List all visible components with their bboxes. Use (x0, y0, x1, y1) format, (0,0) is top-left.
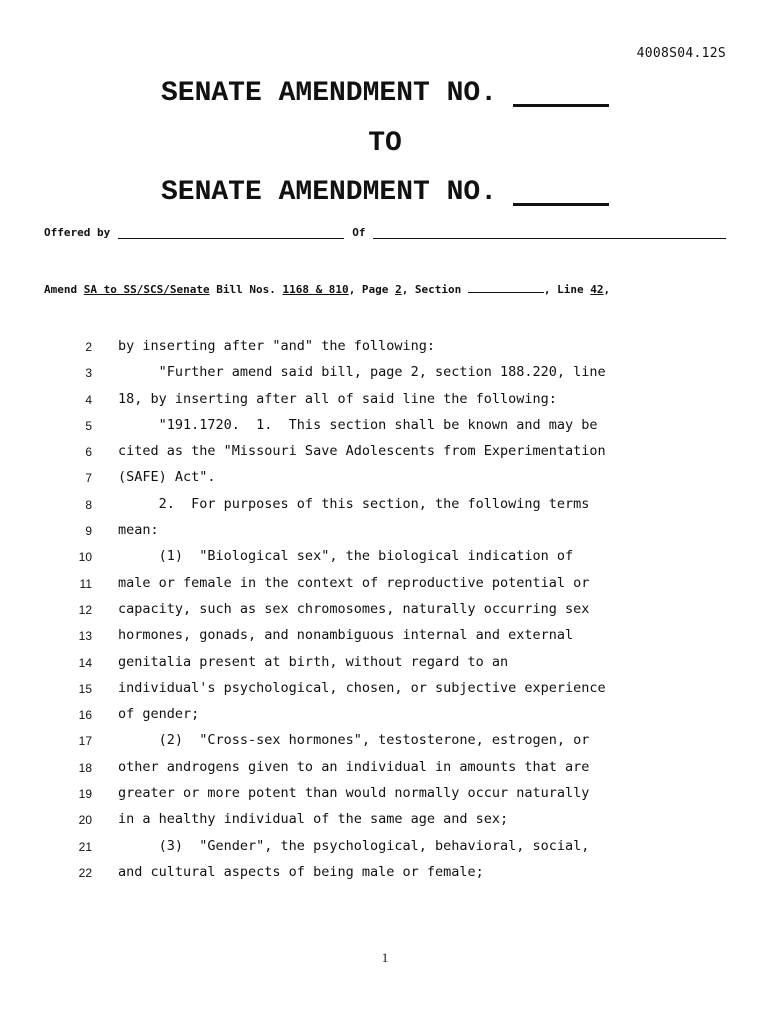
line-text: (2) "Cross-sex hormones", testosterone, estrogen, or (118, 732, 590, 749)
line-text: mean: (118, 522, 159, 539)
amendment-number-blank (513, 78, 609, 107)
line-number: 17 (78, 734, 92, 749)
text-line (0, 807, 770, 833)
line-value: 42 (590, 283, 604, 296)
amendment-number-blank (513, 177, 609, 206)
title-to: TO (368, 128, 402, 159)
text-line (0, 571, 770, 597)
text-line (0, 465, 770, 491)
section-label: , Section (401, 283, 462, 296)
of-label: Of (352, 226, 366, 239)
line-text: cited as the "Missouri Save Adolescents from Experimentation (118, 443, 606, 460)
line-text: 2. For purposes of this section, the following terms (118, 495, 590, 512)
title-senate-amendment-2 (0, 177, 770, 209)
offered-by-label: Offered by (44, 226, 111, 239)
text-line (0, 413, 770, 439)
amend-target: SA to SS/SCS/Senate (83, 283, 210, 296)
line-number: 13 (78, 629, 92, 644)
title-text: SENATE AMENDMENT NO. (160, 177, 498, 208)
text-line (0, 518, 770, 544)
text-line (0, 360, 770, 386)
line-number: 11 (79, 576, 92, 591)
amend-trail: , (603, 283, 611, 296)
line-text: of gender; (118, 706, 200, 723)
title-text: SENATE AMENDMENT NO. (160, 78, 498, 109)
text-line (0, 334, 770, 360)
line-text: other androgens given to an individual in amounts that are (118, 758, 590, 775)
text-line (0, 650, 770, 676)
line-label: , Line (543, 283, 584, 296)
text-line (0, 387, 770, 413)
line-number: 18 (78, 760, 92, 775)
bill-label: Bill Nos. (216, 283, 276, 296)
text-line (0, 492, 770, 518)
title-senate-amendment (0, 78, 770, 110)
line-text: individual's psychological, chosen, or subjective experience (118, 679, 606, 696)
amend-label: Amend (44, 283, 78, 296)
page-value: 2 (395, 283, 402, 296)
line-text: and cultural aspects of being male or female; (118, 863, 484, 880)
line-number: 2 (85, 340, 92, 354)
line-number: 9 (85, 524, 92, 539)
text-line (0, 860, 770, 886)
line-text: male or female in the context of reproductive potential or (118, 574, 590, 591)
line-number: 14 (78, 655, 92, 670)
text-line (0, 544, 770, 570)
page-label: , Page (348, 283, 389, 296)
line-text: hormones, gonads, and nonambiguous internal and external (118, 627, 574, 644)
section-blank (468, 282, 544, 293)
text-line (0, 676, 770, 702)
text-line (0, 623, 770, 649)
line-text: "Further amend said bill, page 2, section 188.220, line (118, 364, 606, 381)
line-text: "191.1720. 1. This section shall be known and may be (118, 416, 598, 433)
line-number: 21 (78, 839, 92, 854)
line-number: 12 (78, 602, 92, 617)
line-text: (SAFE) Act". (118, 469, 216, 486)
text-line (0, 597, 770, 623)
offered-by-blank (118, 226, 344, 239)
amend-instruction-row (44, 282, 734, 296)
text-line (0, 834, 770, 860)
text-line (0, 702, 770, 728)
line-number: 6 (85, 445, 92, 460)
line-number: 8 (85, 497, 92, 512)
line-text: in a healthy individual of the same age and sex; (118, 811, 509, 828)
line-number: 15 (78, 681, 92, 696)
text-line (0, 728, 770, 754)
text-line (0, 781, 770, 807)
offered-by-row (44, 226, 726, 239)
line-text: (1) "Biological sex", the biological indication of (118, 548, 574, 565)
line-number: 19 (78, 787, 92, 802)
line-number: 10 (78, 550, 92, 565)
of-blank (373, 226, 726, 239)
amendment-body (0, 334, 770, 886)
line-text: 18, by inserting after all of said line the following: (118, 390, 557, 407)
document-id: 4008S04.12S (636, 46, 726, 61)
line-number: 22 (78, 865, 92, 880)
line-text: greater or more potent than would normally occur naturally (118, 785, 590, 802)
line-number: 3 (85, 366, 92, 381)
line-text: (3) "Gender", the psychological, behavioral, social, (118, 837, 590, 854)
line-text: by inserting after "and" the following: (118, 338, 435, 354)
line-text: genitalia present at birth, without regard to an (118, 653, 509, 670)
line-number: 7 (85, 471, 92, 486)
line-number: 5 (85, 418, 92, 433)
line-number: 20 (78, 813, 92, 828)
bill-numbers: 1168 & 810 (282, 283, 349, 296)
line-number: 4 (85, 392, 92, 407)
line-number: 16 (78, 708, 92, 723)
text-line (0, 439, 770, 465)
line-text: capacity, such as sex chromosomes, naturally occurring sex (118, 600, 590, 617)
text-line (0, 755, 770, 781)
page-number: 1 (381, 950, 389, 965)
